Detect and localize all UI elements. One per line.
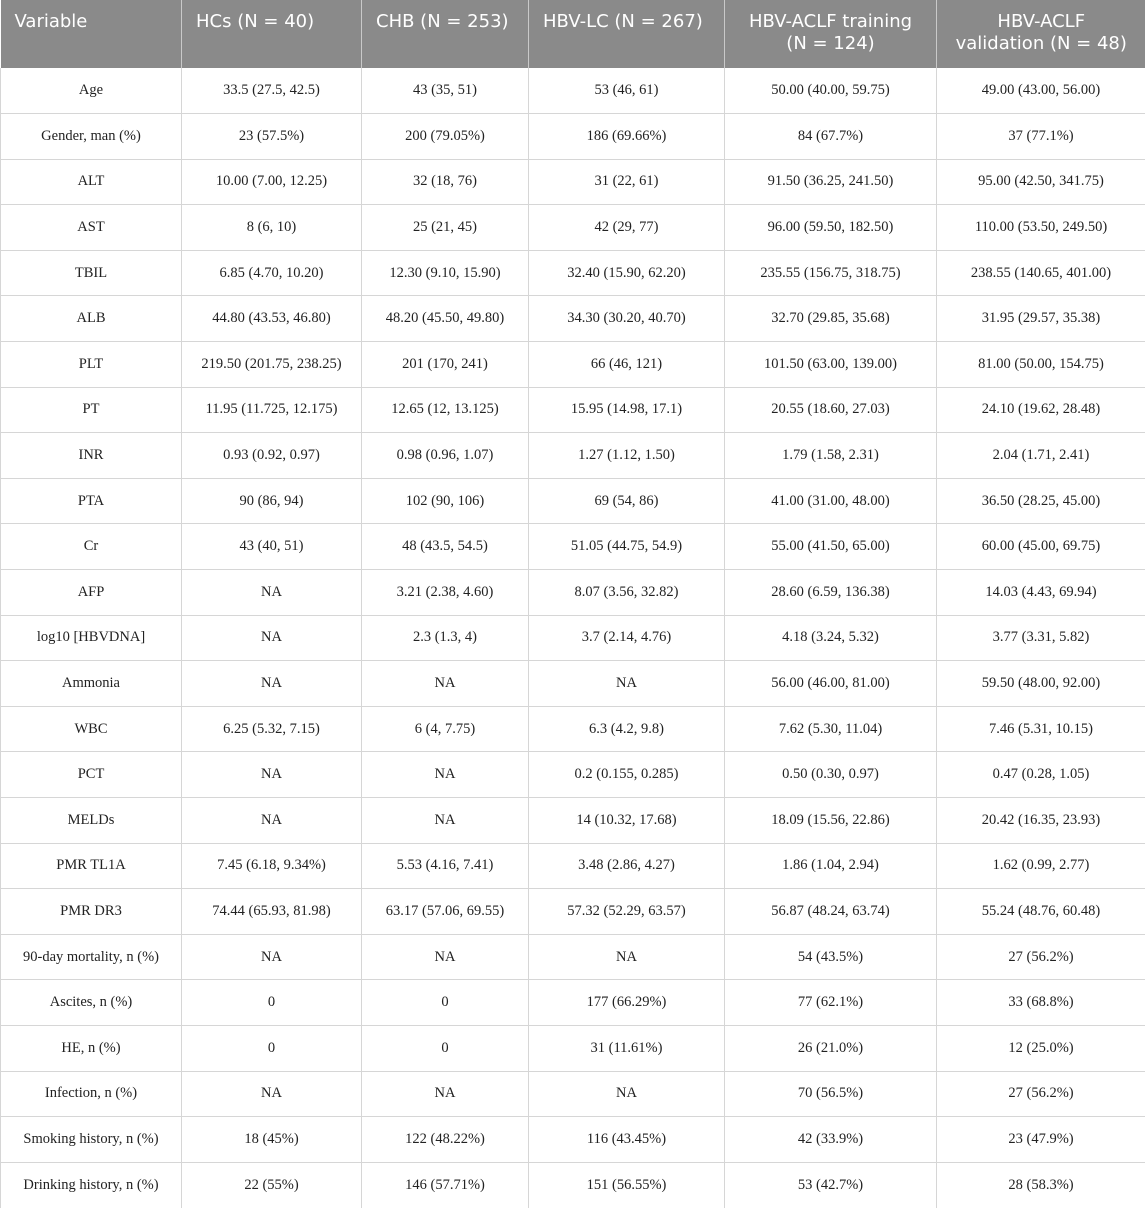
variable-cell: MELDs [1, 798, 182, 844]
aclf-validation-cell: 20.42 (16.35, 23.93) [937, 798, 1145, 844]
table-row [1, 205, 1145, 251]
header-variable: Variable [1, 0, 182, 68]
aclf-training-cell: 26 (21.0%) [725, 1025, 937, 1071]
aclf-validation-cell: 14.03 (4.43, 69.94) [937, 570, 1145, 616]
aclf-validation-cell: 55.24 (48.76, 60.48) [937, 889, 1145, 935]
aclf-training-cell: 84 (67.7%) [725, 114, 937, 160]
chb-cell: 63.17 (57.06, 69.55) [362, 889, 529, 935]
table-row [1, 615, 1145, 661]
variable-cell: ALT [1, 159, 182, 205]
chb-cell: 3.21 (2.38, 4.60) [362, 570, 529, 616]
variable-cell: AST [1, 205, 182, 251]
chb-cell: 2.3 (1.3, 4) [362, 615, 529, 661]
aclf-validation-cell: 37 (77.1%) [937, 114, 1145, 160]
aclf-training-cell: 91.50 (36.25, 241.50) [725, 159, 937, 205]
variable-cell: Ammonia [1, 661, 182, 707]
hbv-lc-cell: 6.3 (4.2, 9.8) [529, 706, 725, 752]
hcs-cell: 6.85 (4.70, 10.20) [182, 250, 362, 296]
hbv-lc-cell: 34.30 (30.20, 40.70) [529, 296, 725, 342]
hbv-lc-cell: 66 (46, 121) [529, 342, 725, 388]
chb-cell: NA [362, 661, 529, 707]
aclf-validation-cell: 28 (58.3%) [937, 1162, 1145, 1208]
table-row [1, 1162, 1145, 1208]
aclf-validation-cell: 12 (25.0%) [937, 1025, 1145, 1071]
hcs-cell: 18 (45%) [182, 1117, 362, 1163]
aclf-training-cell: 96.00 (59.50, 182.50) [725, 205, 937, 251]
variable-cell: ALB [1, 296, 182, 342]
variable-cell: Cr [1, 524, 182, 570]
table-row [1, 706, 1145, 752]
hcs-cell: 74.44 (65.93, 81.98) [182, 889, 362, 935]
hcs-cell: 219.50 (201.75, 238.25) [182, 342, 362, 388]
aclf-validation-cell: 59.50 (48.00, 92.00) [937, 661, 1145, 707]
chb-cell: 200 (79.05%) [362, 114, 529, 160]
variable-cell: PCT [1, 752, 182, 798]
aclf-training-cell: 1.79 (1.58, 2.31) [725, 433, 937, 479]
hcs-cell: 22 (55%) [182, 1162, 362, 1208]
table-row [1, 661, 1145, 707]
hbv-lc-cell: 31 (11.61%) [529, 1025, 725, 1071]
aclf-training-cell: 55.00 (41.50, 65.00) [725, 524, 937, 570]
chb-cell: NA [362, 934, 529, 980]
aclf-validation-cell: 7.46 (5.31, 10.15) [937, 706, 1145, 752]
hbv-lc-cell: 0.2 (0.155, 0.285) [529, 752, 725, 798]
hcs-cell: 0.93 (0.92, 0.97) [182, 433, 362, 479]
chb-cell: 25 (21, 45) [362, 205, 529, 251]
aclf-training-cell: 235.55 (156.75, 318.75) [725, 250, 937, 296]
hcs-cell: NA [182, 615, 362, 661]
table-row [1, 570, 1145, 616]
hcs-cell: NA [182, 570, 362, 616]
chb-cell: 0.98 (0.96, 1.07) [362, 433, 529, 479]
hcs-cell: NA [182, 934, 362, 980]
hbv-lc-cell: 42 (29, 77) [529, 205, 725, 251]
aclf-validation-cell: 0.47 (0.28, 1.05) [937, 752, 1145, 798]
hcs-cell: 11.95 (11.725, 12.175) [182, 387, 362, 433]
chb-cell: NA [362, 798, 529, 844]
hbv-lc-cell: NA [529, 934, 725, 980]
chb-cell: 5.53 (4.16, 7.41) [362, 843, 529, 889]
aclf-training-cell: 77 (62.1%) [725, 980, 937, 1026]
hbv-lc-cell: 51.05 (44.75, 54.9) [529, 524, 725, 570]
aclf-validation-cell: 81.00 (50.00, 154.75) [937, 342, 1145, 388]
variable-cell: log10 [HBVDNA] [1, 615, 182, 661]
header-chb: CHB (N = 253) [362, 0, 529, 68]
aclf-validation-cell: 1.62 (0.99, 2.77) [937, 843, 1145, 889]
chb-cell: 43 (35, 51) [362, 68, 529, 114]
hcs-cell: 10.00 (7.00, 12.25) [182, 159, 362, 205]
header-aclf-training: HBV-ACLF training (N = 124) [725, 0, 937, 68]
table-row [1, 1117, 1145, 1163]
variable-cell: PTA [1, 478, 182, 524]
chb-cell: 0 [362, 980, 529, 1026]
variable-cell: Ascites, n (%) [1, 980, 182, 1026]
hbv-lc-cell: 31 (22, 61) [529, 159, 725, 205]
variable-cell: Drinking history, n (%) [1, 1162, 182, 1208]
table-row [1, 68, 1145, 114]
hcs-cell: 0 [182, 1025, 362, 1071]
table-row [1, 980, 1145, 1026]
table-row [1, 1071, 1145, 1117]
chb-cell: 12.30 (9.10, 15.90) [362, 250, 529, 296]
aclf-training-cell: 28.60 (6.59, 136.38) [725, 570, 937, 616]
aclf-training-cell: 56.00 (46.00, 81.00) [725, 661, 937, 707]
header-hbv-lc: HBV-LC (N = 267) [529, 0, 725, 68]
table-row [1, 798, 1145, 844]
chb-cell: 48 (43.5, 54.5) [362, 524, 529, 570]
aclf-training-cell: 1.86 (1.04, 2.94) [725, 843, 937, 889]
hbv-lc-cell: 116 (43.45%) [529, 1117, 725, 1163]
chb-cell: 102 (90, 106) [362, 478, 529, 524]
variable-cell: TBIL [1, 250, 182, 296]
variable-cell: PMR TL1A [1, 843, 182, 889]
aclf-validation-cell: 49.00 (43.00, 56.00) [937, 68, 1145, 114]
hbv-lc-cell: NA [529, 661, 725, 707]
chb-cell: 146 (57.71%) [362, 1162, 529, 1208]
aclf-training-cell: 18.09 (15.56, 22.86) [725, 798, 937, 844]
hbv-lc-cell: 53 (46, 61) [529, 68, 725, 114]
chb-cell: 6 (4, 7.75) [362, 706, 529, 752]
table-row [1, 433, 1145, 479]
hcs-cell: NA [182, 798, 362, 844]
table-row [1, 250, 1145, 296]
chb-cell: NA [362, 1071, 529, 1117]
hbv-lc-cell: 14 (10.32, 17.68) [529, 798, 725, 844]
aclf-training-cell: 7.62 (5.30, 11.04) [725, 706, 937, 752]
hbv-lc-cell: 69 (54, 86) [529, 478, 725, 524]
hbv-lc-cell: 15.95 (14.98, 17.1) [529, 387, 725, 433]
table-row [1, 387, 1145, 433]
aclf-validation-cell: 27 (56.2%) [937, 1071, 1145, 1117]
chb-cell: NA [362, 752, 529, 798]
hbv-lc-cell: 1.27 (1.12, 1.50) [529, 433, 725, 479]
aclf-validation-cell: 60.00 (45.00, 69.75) [937, 524, 1145, 570]
aclf-validation-cell: 36.50 (28.25, 45.00) [937, 478, 1145, 524]
aclf-training-cell: 50.00 (40.00, 59.75) [725, 68, 937, 114]
table-row [1, 1025, 1145, 1071]
aclf-validation-cell: 27 (56.2%) [937, 934, 1145, 980]
hcs-cell: 7.45 (6.18, 9.34%) [182, 843, 362, 889]
aclf-training-cell: 41.00 (31.00, 48.00) [725, 478, 937, 524]
hcs-cell: 90 (86, 94) [182, 478, 362, 524]
hcs-cell: 23 (57.5%) [182, 114, 362, 160]
variable-cell: Gender, man (%) [1, 114, 182, 160]
aclf-validation-cell: 238.55 (140.65, 401.00) [937, 250, 1145, 296]
table-row [1, 296, 1145, 342]
hbv-lc-cell: 151 (56.55%) [529, 1162, 725, 1208]
aclf-training-cell: 20.55 (18.60, 27.03) [725, 387, 937, 433]
variable-cell: WBC [1, 706, 182, 752]
aclf-training-cell: 56.87 (48.24, 63.74) [725, 889, 937, 935]
table-row [1, 342, 1145, 388]
variable-cell: Age [1, 68, 182, 114]
hbv-lc-cell: NA [529, 1071, 725, 1117]
chb-cell: 201 (170, 241) [362, 342, 529, 388]
aclf-training-cell: 53 (42.7%) [725, 1162, 937, 1208]
aclf-training-cell: 70 (56.5%) [725, 1071, 937, 1117]
table-row [1, 114, 1145, 160]
hcs-cell: NA [182, 1071, 362, 1117]
hbv-lc-cell: 186 (69.66%) [529, 114, 725, 160]
hcs-cell: NA [182, 752, 362, 798]
table-row [1, 478, 1145, 524]
table-row [1, 934, 1145, 980]
variable-cell: 90-day mortality, n (%) [1, 934, 182, 980]
chb-cell: 32 (18, 76) [362, 159, 529, 205]
hcs-cell: 6.25 (5.32, 7.15) [182, 706, 362, 752]
hbv-lc-cell: 177 (66.29%) [529, 980, 725, 1026]
aclf-training-cell: 101.50 (63.00, 139.00) [725, 342, 937, 388]
table-row [1, 752, 1145, 798]
hcs-cell: 33.5 (27.5, 42.5) [182, 68, 362, 114]
aclf-validation-cell: 2.04 (1.71, 2.41) [937, 433, 1145, 479]
variable-cell: HE, n (%) [1, 1025, 182, 1071]
variable-cell: Infection, n (%) [1, 1071, 182, 1117]
hbv-lc-cell: 3.48 (2.86, 4.27) [529, 843, 725, 889]
table-row [1, 889, 1145, 935]
aclf-training-cell: 4.18 (3.24, 5.32) [725, 615, 937, 661]
table-row [1, 843, 1145, 889]
variable-cell: INR [1, 433, 182, 479]
hbv-lc-cell: 32.40 (15.90, 62.20) [529, 250, 725, 296]
aclf-training-cell: 32.70 (29.85, 35.68) [725, 296, 937, 342]
hcs-cell: NA [182, 661, 362, 707]
hcs-cell: 0 [182, 980, 362, 1026]
table-header [1, 0, 1145, 68]
hbv-lc-cell: 8.07 (3.56, 32.82) [529, 570, 725, 616]
aclf-training-cell: 42 (33.9%) [725, 1117, 937, 1163]
table-row [1, 524, 1145, 570]
header-aclf-validation: HBV-ACLF validation (N = 48) [937, 0, 1145, 68]
aclf-validation-cell: 95.00 (42.50, 341.75) [937, 159, 1145, 205]
chb-cell: 12.65 (12, 13.125) [362, 387, 529, 433]
aclf-validation-cell: 33 (68.8%) [937, 980, 1145, 1026]
hcs-cell: 8 (6, 10) [182, 205, 362, 251]
variable-cell: PMR DR3 [1, 889, 182, 935]
chb-cell: 0 [362, 1025, 529, 1071]
aclf-validation-cell: 110.00 (53.50, 249.50) [937, 205, 1145, 251]
hbv-lc-cell: 57.32 (52.29, 63.57) [529, 889, 725, 935]
hcs-cell: 44.80 (43.53, 46.80) [182, 296, 362, 342]
variable-cell: PLT [1, 342, 182, 388]
header-hcs: HCs (N = 40) [182, 0, 362, 68]
aclf-validation-cell: 23 (47.9%) [937, 1117, 1145, 1163]
hcs-cell: 43 (40, 51) [182, 524, 362, 570]
aclf-training-cell: 0.50 (0.30, 0.97) [725, 752, 937, 798]
chb-cell: 122 (48.22%) [362, 1117, 529, 1163]
aclf-validation-cell: 31.95 (29.57, 35.38) [937, 296, 1145, 342]
table-row [1, 159, 1145, 205]
aclf-validation-cell: 3.77 (3.31, 5.82) [937, 615, 1145, 661]
header-row [1, 0, 1145, 68]
aclf-training-cell: 54 (43.5%) [725, 934, 937, 980]
hbv-lc-cell: 3.7 (2.14, 4.76) [529, 615, 725, 661]
variable-cell: AFP [1, 570, 182, 616]
aclf-validation-cell: 24.10 (19.62, 28.48) [937, 387, 1145, 433]
variable-cell: PT [1, 387, 182, 433]
table-body [1, 68, 1145, 1208]
chb-cell: 48.20 (45.50, 49.80) [362, 296, 529, 342]
variable-cell: Smoking history, n (%) [1, 1117, 182, 1163]
